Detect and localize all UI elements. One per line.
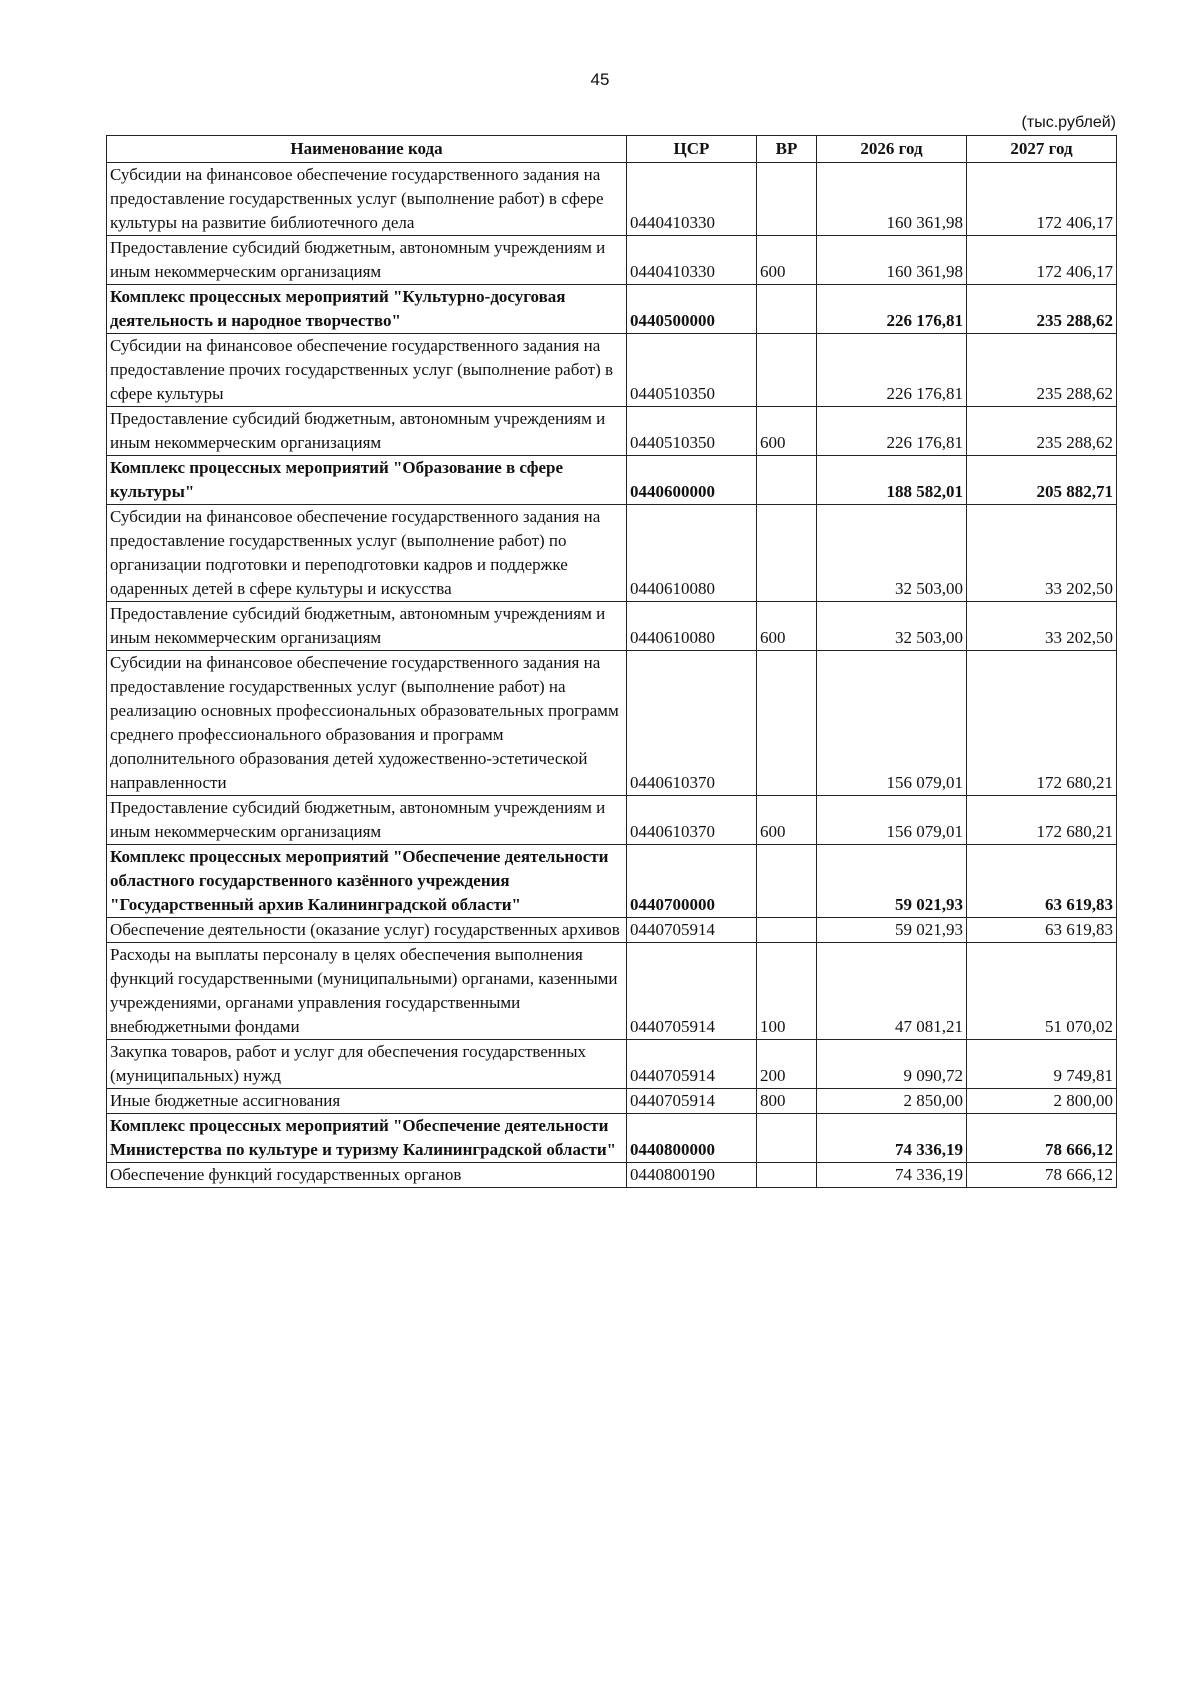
row-name-cell: Комплекс процессных мероприятий "Обеспечение деятельности областного государственного казённого учреждения "Государственный архив Калининградской области" bbox=[107, 845, 627, 918]
row-name-cell: Комплекс процессных мероприятий "Образование в сфере культуры" bbox=[107, 456, 627, 505]
row-2026-cell: 32 503,00 bbox=[817, 602, 967, 651]
table-row bbox=[107, 602, 1117, 651]
row-2027-cell: 63 619,83 bbox=[967, 845, 1117, 918]
row-vr-cell: 600 bbox=[757, 602, 817, 651]
row-2027-cell: 78 666,12 bbox=[967, 1163, 1117, 1188]
row-name-cell: Субсидии на финансовое обеспечение государственного задания на предоставление прочих государственных услуг (выполнение работ) в сфере культуры bbox=[107, 334, 627, 407]
table-body bbox=[107, 163, 1117, 1188]
table-row bbox=[107, 796, 1117, 845]
row-2026-cell: 9 090,72 bbox=[817, 1040, 967, 1089]
row-2027-cell: 172 406,17 bbox=[967, 236, 1117, 285]
row-2026-cell: 226 176,81 bbox=[817, 334, 967, 407]
row-2027-cell: 33 202,50 bbox=[967, 505, 1117, 602]
column-header-csr: ЦСР bbox=[627, 136, 757, 163]
table-row bbox=[107, 163, 1117, 236]
row-2027-cell: 63 619,83 bbox=[967, 918, 1117, 943]
row-vr-cell bbox=[757, 505, 817, 602]
row-name-cell: Предоставление субсидий бюджетным, автономным учреждениям и иным некоммерческим организациям bbox=[107, 236, 627, 285]
row-vr-cell: 200 bbox=[757, 1040, 817, 1089]
table-row bbox=[107, 334, 1117, 407]
row-vr-cell bbox=[757, 918, 817, 943]
row-name-cell: Предоставление субсидий бюджетным, автономным учреждениям и иным некоммерческим организациям bbox=[107, 407, 627, 456]
row-2026-cell: 160 361,98 bbox=[817, 236, 967, 285]
row-2026-cell: 188 582,01 bbox=[817, 456, 967, 505]
row-csr-cell: 0440705914 bbox=[627, 918, 757, 943]
row-name-cell: Иные бюджетные ассигнования bbox=[107, 1089, 627, 1114]
row-name-cell: Закупка товаров, работ и услуг для обеспечения государственных (муниципальных) нужд bbox=[107, 1040, 627, 1089]
row-csr-cell: 0440500000 bbox=[627, 285, 757, 334]
table-row bbox=[107, 845, 1117, 918]
table-row bbox=[107, 236, 1117, 285]
row-vr-cell bbox=[757, 651, 817, 796]
row-2026-cell: 156 079,01 bbox=[817, 796, 967, 845]
table-row bbox=[107, 1163, 1117, 1188]
row-csr-cell: 0440610370 bbox=[627, 651, 757, 796]
row-vr-cell: 800 bbox=[757, 1089, 817, 1114]
row-vr-cell: 600 bbox=[757, 407, 817, 456]
table-row bbox=[107, 456, 1117, 505]
row-2027-cell: 2 800,00 bbox=[967, 1089, 1117, 1114]
row-csr-cell: 0440800190 bbox=[627, 1163, 757, 1188]
column-header-name: Наименование кода bbox=[107, 136, 627, 163]
row-csr-cell: 0440705914 bbox=[627, 943, 757, 1040]
row-vr-cell bbox=[757, 1114, 817, 1163]
row-2027-cell: 172 406,17 bbox=[967, 163, 1117, 236]
row-2026-cell: 226 176,81 bbox=[817, 407, 967, 456]
row-csr-cell: 0440800000 bbox=[627, 1114, 757, 1163]
row-name-cell: Предоставление субсидий бюджетным, автономным учреждениям и иным некоммерческим организациям bbox=[107, 602, 627, 651]
table-row bbox=[107, 1040, 1117, 1089]
row-2027-cell: 235 288,62 bbox=[967, 334, 1117, 407]
row-2027-cell: 172 680,21 bbox=[967, 651, 1117, 796]
row-vr-cell bbox=[757, 1163, 817, 1188]
row-name-cell: Обеспечение деятельности (оказание услуг) государственных архивов bbox=[107, 918, 627, 943]
row-2026-cell: 47 081,21 bbox=[817, 943, 967, 1040]
row-name-cell: Комплекс процессных мероприятий "Обеспечение деятельности Министерства по культуре и туризму Калининградской области" bbox=[107, 1114, 627, 1163]
column-header-2027: 2027 год bbox=[967, 136, 1117, 163]
row-name-cell: Обеспечение функций государственных органов bbox=[107, 1163, 627, 1188]
column-header-2026: 2026 год bbox=[817, 136, 967, 163]
row-csr-cell: 0440700000 bbox=[627, 845, 757, 918]
row-vr-cell: 600 bbox=[757, 236, 817, 285]
row-csr-cell: 0440610080 bbox=[627, 602, 757, 651]
page-number: 45 bbox=[590, 70, 610, 89]
units-label: (тыс.рублей) bbox=[1021, 114, 1116, 131]
row-name-cell: Субсидии на финансовое обеспечение государственного задания на предоставление государственных услуг (выполнение работ) по организации подготовки и переподготовки кадров и поддержке одаренных детей в сфере культуры и искусства bbox=[107, 505, 627, 602]
row-csr-cell: 0440510350 bbox=[627, 407, 757, 456]
row-csr-cell: 0440610080 bbox=[627, 505, 757, 602]
row-csr-cell: 0440410330 bbox=[627, 163, 757, 236]
row-vr-cell: 100 bbox=[757, 943, 817, 1040]
column-header-vr: ВР bbox=[757, 136, 817, 163]
row-2027-cell: 78 666,12 bbox=[967, 1114, 1117, 1163]
budget-table bbox=[106, 135, 1117, 1188]
row-2027-cell: 33 202,50 bbox=[967, 602, 1117, 651]
row-2026-cell: 74 336,19 bbox=[817, 1114, 967, 1163]
row-2027-cell: 172 680,21 bbox=[967, 796, 1117, 845]
table-row bbox=[107, 505, 1117, 602]
row-vr-cell bbox=[757, 456, 817, 505]
row-2026-cell: 59 021,93 bbox=[817, 845, 967, 918]
row-2027-cell: 205 882,71 bbox=[967, 456, 1117, 505]
row-csr-cell: 0440705914 bbox=[627, 1040, 757, 1089]
row-2026-cell: 156 079,01 bbox=[817, 651, 967, 796]
table-row bbox=[107, 285, 1117, 334]
table-row bbox=[107, 1114, 1117, 1163]
row-2026-cell: 2 850,00 bbox=[817, 1089, 967, 1114]
row-2027-cell: 235 288,62 bbox=[967, 285, 1117, 334]
row-name-cell: Субсидии на финансовое обеспечение государственного задания на предоставление государственных услуг (выполнение работ) в сфере культуры на развитие библиотечного дела bbox=[107, 163, 627, 236]
row-name-cell: Субсидии на финансовое обеспечение государственного задания на предоставление государственных услуг (выполнение работ) на реализацию основных профессиональных образовательных программ среднего профессионального образования и программ дополнительного образования детей художественно-эстетической направленности bbox=[107, 651, 627, 796]
table-row bbox=[107, 918, 1117, 943]
row-2027-cell: 235 288,62 bbox=[967, 407, 1117, 456]
row-csr-cell: 0440600000 bbox=[627, 456, 757, 505]
row-name-cell: Предоставление субсидий бюджетным, автономным учреждениям и иным некоммерческим организациям bbox=[107, 796, 627, 845]
row-vr-cell bbox=[757, 163, 817, 236]
row-vr-cell bbox=[757, 334, 817, 407]
row-name-cell: Расходы на выплаты персоналу в целях обеспечения выполнения функций государственными (муниципальными) органами, казенными учреждениями, органами управления государственными внебюджетными фондами bbox=[107, 943, 627, 1040]
table-row bbox=[107, 651, 1117, 796]
row-vr-cell bbox=[757, 845, 817, 918]
row-2026-cell: 32 503,00 bbox=[817, 505, 967, 602]
row-2026-cell: 59 021,93 bbox=[817, 918, 967, 943]
row-2027-cell: 51 070,02 bbox=[967, 943, 1117, 1040]
row-vr-cell: 600 bbox=[757, 796, 817, 845]
row-2026-cell: 226 176,81 bbox=[817, 285, 967, 334]
table-header-row bbox=[107, 136, 1117, 163]
table-row bbox=[107, 943, 1117, 1040]
row-vr-cell bbox=[757, 285, 817, 334]
table-row bbox=[107, 407, 1117, 456]
table-row bbox=[107, 1089, 1117, 1114]
row-2026-cell: 74 336,19 bbox=[817, 1163, 967, 1188]
row-name-cell: Комплекс процессных мероприятий "Культурно-досуговая деятельность и народное творчество" bbox=[107, 285, 627, 334]
row-2027-cell: 9 749,81 bbox=[967, 1040, 1117, 1089]
row-csr-cell: 0440510350 bbox=[627, 334, 757, 407]
row-csr-cell: 0440410330 bbox=[627, 236, 757, 285]
row-csr-cell: 0440705914 bbox=[627, 1089, 757, 1114]
row-2026-cell: 160 361,98 bbox=[817, 163, 967, 236]
row-csr-cell: 0440610370 bbox=[627, 796, 757, 845]
